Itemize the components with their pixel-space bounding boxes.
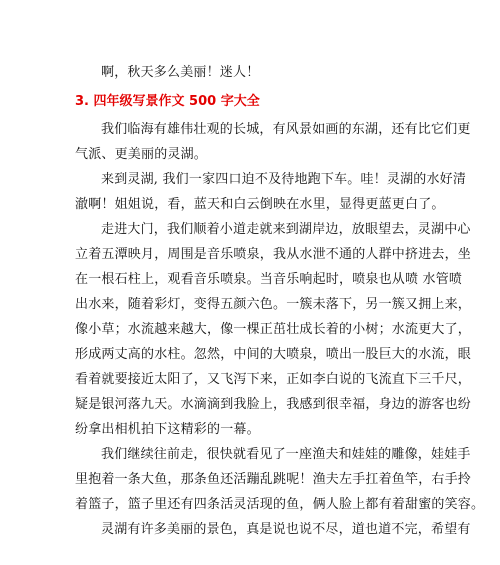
paragraph-line: 我们继续往前走，很快就看见了一座渔夫和娃娃的雕像，娃娃手	[101, 447, 471, 462]
paragraph-line: 我们临海有雄伟壮观的长城，有风景如画的东湖，还有比它们更	[101, 122, 471, 137]
paragraph-line: 来到灵湖, 我们一家四口迫不及待地跑下车。哇！灵湖的水好清	[101, 172, 467, 187]
paragraph-line: 形成两丈高的水柱。忽然，中间的大喷泉，喷出一股巨大的水流，眼	[75, 347, 472, 362]
paragraph-line: 纷拿出相机拍下这精彩的一幕。	[75, 422, 260, 437]
paragraph-line: 看着就要接近太阳了，又飞泻下来，正如李白说的飞流直下三千尺，	[75, 372, 472, 387]
paragraph-line: 出水来，随着彩灯，变得五颜六色。一簇未落下，另一簇又拥上来，	[75, 297, 472, 312]
paragraph-line: 在一根石柱上，观看音乐喷泉。当音乐响起时，喷泉也从喷 水管喷	[75, 272, 463, 287]
paragraph-line: 像小草；水流越来越大，像一棵正茁壮成长着的小树；水流更大了，	[75, 322, 472, 337]
section-heading: 3. 四年级写景作文 500 字大全	[75, 94, 260, 109]
paragraph-line: 澈啊！姐姐说，看，蓝天和白云倒映在水里，显得更蓝更白了。	[75, 197, 445, 212]
intro-line: 啊，秋天多么美丽！迷人！	[101, 65, 260, 80]
paragraph-line: 疑是银河落九天。水滴滴到我脸上，我感到很幸福，身边的游客也纷	[75, 397, 472, 412]
paragraph-line: 灵湖有许多美丽的景色，真是说也说不尽，道也道不完，希望有	[101, 522, 471, 537]
paragraph-line: 走进大门，我们顺着小道走就来到湖岸边，放眼望去，灵湖中心	[101, 222, 471, 237]
paragraph-line: 立着五潭映月，周围是音乐喷泉，我从水泄不通的人群中挤进去，坐	[75, 247, 472, 262]
paragraph-line: 气派、更美丽的灵湖。	[75, 147, 208, 162]
paragraph-line: 着篮子，篮子里还有四条活灵活现的鱼，俩人脸上都有着甜蜜的笑容。	[75, 497, 485, 512]
paragraph-line: 里抱着一条大鱼，那条鱼还活蹦乱跳呢！渔夫左手扛着鱼竿，右手拎	[75, 472, 472, 487]
